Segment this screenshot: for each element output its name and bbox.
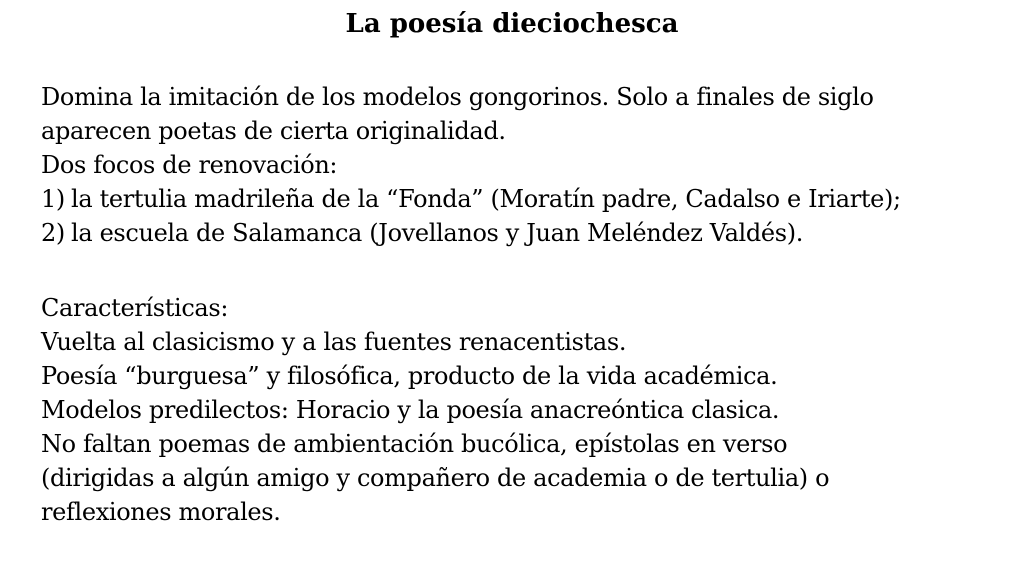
feature-line: Poesía “burguesa” y filosófica, producto de la vida académica. xyxy=(41,362,778,390)
feature-line: No faltan poemas de ambientación bucólica, epístolas en verso xyxy=(41,430,788,458)
feature-line: (dirigidas a algún amigo y compañero de academia o de tertulia) o xyxy=(41,464,830,492)
slide-title: La poesía dieciochesca xyxy=(345,9,679,39)
spacer xyxy=(41,250,1016,291)
feature-line: Vuelta al clasicismo y a las fuentes renacentistas. xyxy=(41,328,627,356)
focus-item xyxy=(41,182,1016,216)
focus-text: la tertulia madrileña de la “Fonda” (Moratín padre, Cadalso e Iriarte); xyxy=(71,185,901,213)
intro-line: aparecen poetas de cierta originalidad. xyxy=(41,117,506,145)
intro-line: Domina la imitación de los modelos gongorinos. Solo a finales de siglo xyxy=(41,83,874,111)
focus-number: 2) xyxy=(41,219,65,247)
intro-line: Dos focos de renovación: xyxy=(41,151,338,179)
feature-line: Modelos predilectos: Horacio y la poesía anacreóntica clasica. xyxy=(41,396,780,424)
feature-line: reflexiones morales. xyxy=(41,498,281,526)
slide-body xyxy=(41,80,1016,529)
focus-item xyxy=(41,216,1016,250)
focus-number: 1) xyxy=(41,185,65,213)
features-heading: Características: xyxy=(41,294,229,322)
focus-text: la escuela de Salamanca (Jovellanos y Juan Meléndez Valdés). xyxy=(71,219,803,247)
